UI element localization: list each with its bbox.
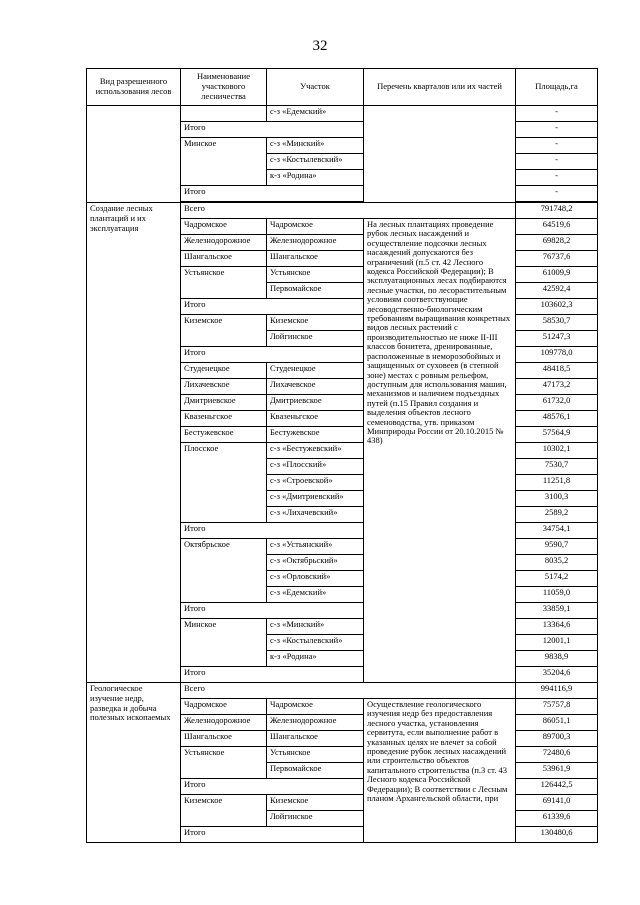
site-cell: Первомайское (267, 283, 364, 299)
total-label: Итого (181, 827, 364, 843)
site-cell: с-з «Бестужевский» (267, 443, 364, 459)
area-cell: 48418,5 (516, 363, 598, 379)
area-cell: 9838,9 (516, 651, 598, 667)
use-type-cell: Создание лесных плантаций и их эксплуатация (87, 203, 181, 683)
site-cell: Лихачевское (267, 379, 364, 395)
site-cell: Лойгинское (267, 331, 364, 347)
area-cell: 11251,8 (516, 475, 598, 491)
site-cell: Студенецкое (267, 363, 364, 379)
total-label: Всего (181, 683, 516, 699)
forestry-cell: Октябрьское (181, 539, 267, 603)
header-quarters: Перечень кварталов или их частей (364, 69, 516, 106)
area-cell: 994116,9 (516, 683, 598, 699)
area-cell: 109778,0 (516, 347, 598, 363)
site-cell: с-з «Минский» (267, 619, 364, 635)
area-cell: 34754,1 (516, 523, 598, 539)
forestry-cell: Плосское (181, 443, 267, 523)
forestry-cell: Железнодорожное (181, 235, 267, 251)
total-label: Итого (181, 779, 364, 795)
forestry-cell: Дмитриевское (181, 395, 267, 411)
forestry-cell: Чадромское (181, 699, 267, 715)
site-cell: с-з «Дмитриевский» (267, 491, 364, 507)
forestry-cell: Устьянское (181, 267, 267, 299)
total-label: Итого (181, 667, 364, 683)
area-cell: 48576,1 (516, 411, 598, 427)
area-cell: 69828,2 (516, 235, 598, 251)
table-header (87, 69, 598, 106)
forestry-cell: Шангальское (181, 731, 267, 747)
area-cell: 11059,0 (516, 587, 598, 603)
forestry-cell: Студенецкое (181, 363, 267, 379)
area-cell: 61009,9 (516, 267, 598, 283)
forestry-cell: Бестужевское (181, 427, 267, 443)
area-cell: - (516, 106, 598, 122)
site-cell: Устьянское (267, 267, 364, 283)
area-cell: - (516, 138, 598, 154)
total-row (87, 203, 598, 219)
header-use-type: Вид разрешенного использования лесов (87, 69, 181, 106)
use-type-cell: Геологическое изучение недр, разведка и добыча полезных ископаемых (87, 683, 181, 843)
quarters-cell (364, 106, 516, 203)
forestry-cell: Железнодорожное (181, 715, 267, 731)
header-forestry: Наименование участкового лесничества (181, 69, 267, 106)
site-cell: Чадромское (267, 699, 364, 715)
area-cell: 5174,2 (516, 571, 598, 587)
area-cell: 8035,2 (516, 555, 598, 571)
site-cell: Бестужевское (267, 427, 364, 443)
site-cell: Железнодорожное (267, 235, 364, 251)
total-label: Итого (181, 347, 364, 363)
geology-section (87, 683, 598, 843)
area-cell: - (516, 186, 598, 202)
site-cell: Дмитриевское (267, 395, 364, 411)
area-cell: 86051,1 (516, 715, 598, 731)
area-cell: 76737,6 (516, 251, 598, 267)
site-cell: Квазеньгское (267, 411, 364, 427)
forestry-cell: Минское (181, 619, 267, 667)
total-row (87, 683, 598, 699)
site-cell: с-з «Строевской» (267, 475, 364, 491)
page-number: 32 (312, 38, 328, 54)
area-cell: 75757,8 (516, 699, 598, 715)
area-cell: 64519,6 (516, 219, 598, 235)
site-cell: с-з «Минский» (267, 138, 364, 154)
site-cell: с-з «Едемский» (267, 587, 364, 603)
area-cell: 13364,6 (516, 619, 598, 635)
header-area: Площадь,га (516, 69, 598, 106)
site-cell: Первомайское (267, 763, 364, 779)
area-cell: 42592,4 (516, 283, 598, 299)
site-cell: с-з «Плосский» (267, 459, 364, 475)
forestry-cell: Чадромское (181, 219, 267, 235)
site-cell: Устьянское (267, 747, 364, 763)
area-cell: 12001,1 (516, 635, 598, 651)
area-cell: 35204,6 (516, 667, 598, 683)
area-cell: - (516, 122, 598, 138)
site-cell: с-з «Устьянский» (267, 539, 364, 555)
area-cell: 10302,1 (516, 443, 598, 459)
area-cell: 58530,7 (516, 315, 598, 331)
area-cell: - (516, 154, 598, 170)
quarters-description: На лесных плантациях проведение рубок лесных насаждений и осуществление подсочки лесных насаждений допускаются без ограничений (п.5 ст. 42 Лесного кодекса Российской Федерации); В эксплуатационных лесах подбираются лесные участки, по лесорастительным условиям соответствующие лесоводственно-биологическим требованиям выращивания конкретных видов лесных растений с производительностью не ниже II-III классов бонитета, дренированные, расположенные в неморозобойных и защищенных от суховеев (в степной зоне) местах с ровным рельефом, доступным для использования машин, механизмов и наличием подъездных путей (п.15 Правил создания и выделения объектов лесного семеноводства, утв. приказом Минприроды России от 20.10.2015 № 438) (364, 219, 516, 683)
forestry-cell: Минское (181, 138, 267, 186)
total-label: Итого (181, 299, 364, 315)
area-cell: 89700,3 (516, 731, 598, 747)
site-cell: Шангальское (267, 251, 364, 267)
forestry-cell: Киземское (181, 795, 267, 827)
forestry-cell (181, 106, 267, 122)
area-cell: - (516, 170, 598, 186)
site-cell: с-з «Костылевский» (267, 635, 364, 651)
site-cell: к-з «Родина» (267, 651, 364, 667)
site-cell: с-з «Орловский» (267, 571, 364, 587)
site-cell: Железнодорожное (267, 715, 364, 731)
area-cell: 2589,2 (516, 507, 598, 523)
total-label: Итого (181, 603, 364, 619)
area-cell: 61339,6 (516, 811, 598, 827)
forestry-cell: Квазеньгское (181, 411, 267, 427)
total-label: Всего (181, 203, 516, 219)
area-cell: 53961,9 (516, 763, 598, 779)
area-cell: 7530,7 (516, 459, 598, 475)
site-cell: Чадромское (267, 219, 364, 235)
forest-use-table (86, 68, 598, 843)
total-label: Итого (181, 523, 364, 539)
forestry-cell: Шангальское (181, 251, 267, 267)
area-cell: 9590,7 (516, 539, 598, 555)
plantations-section (87, 203, 598, 683)
site-cell: к-з «Родина» (267, 170, 364, 186)
quarters-description: Осуществление геологического изучения недр без предоставления лесного участка, установления сервитута, если выполнение работ в указанных целях не влечет за собой проведение рубок лесных насаждений или строительство объектов капитального строительства (п.3 ст. 43 Лесного кодекса Российской Федерации); В соответствии с Лесным планом Архангельской области, при (364, 699, 516, 843)
total-label: Итого (181, 122, 364, 138)
area-cell: 57564,9 (516, 427, 598, 443)
site-cell: с-з «Едемский» (267, 106, 364, 122)
area-cell: 72480,6 (516, 747, 598, 763)
use-type-cell (87, 106, 181, 203)
total-label: Итого (181, 186, 364, 202)
table-row (87, 106, 598, 122)
site-cell: с-з «Костылевский» (267, 154, 364, 170)
area-cell: 791748,2 (516, 203, 598, 219)
forestry-cell: Устьянское (181, 747, 267, 779)
area-cell: 61732,0 (516, 395, 598, 411)
header-site: Участок (267, 69, 364, 106)
area-cell: 3100,3 (516, 491, 598, 507)
site-cell: с-з «Октябрьский» (267, 555, 364, 571)
site-cell: Киземское (267, 795, 364, 811)
site-cell: Шангальское (267, 731, 364, 747)
area-cell: 126442,5 (516, 779, 598, 795)
area-cell: 33859,1 (516, 603, 598, 619)
area-cell: 51247,3 (516, 331, 598, 347)
site-cell: с-з «Лихачевский» (267, 507, 364, 523)
area-cell: 130480,6 (516, 827, 598, 843)
area-cell: 69141,0 (516, 795, 598, 811)
area-cell: 103602,3 (516, 299, 598, 315)
site-cell: Лойгинское (267, 811, 364, 827)
forestry-cell: Киземское (181, 315, 267, 347)
site-cell: Киземское (267, 315, 364, 331)
forestry-cell: Лихачевское (181, 379, 267, 395)
area-cell: 47173,2 (516, 379, 598, 395)
